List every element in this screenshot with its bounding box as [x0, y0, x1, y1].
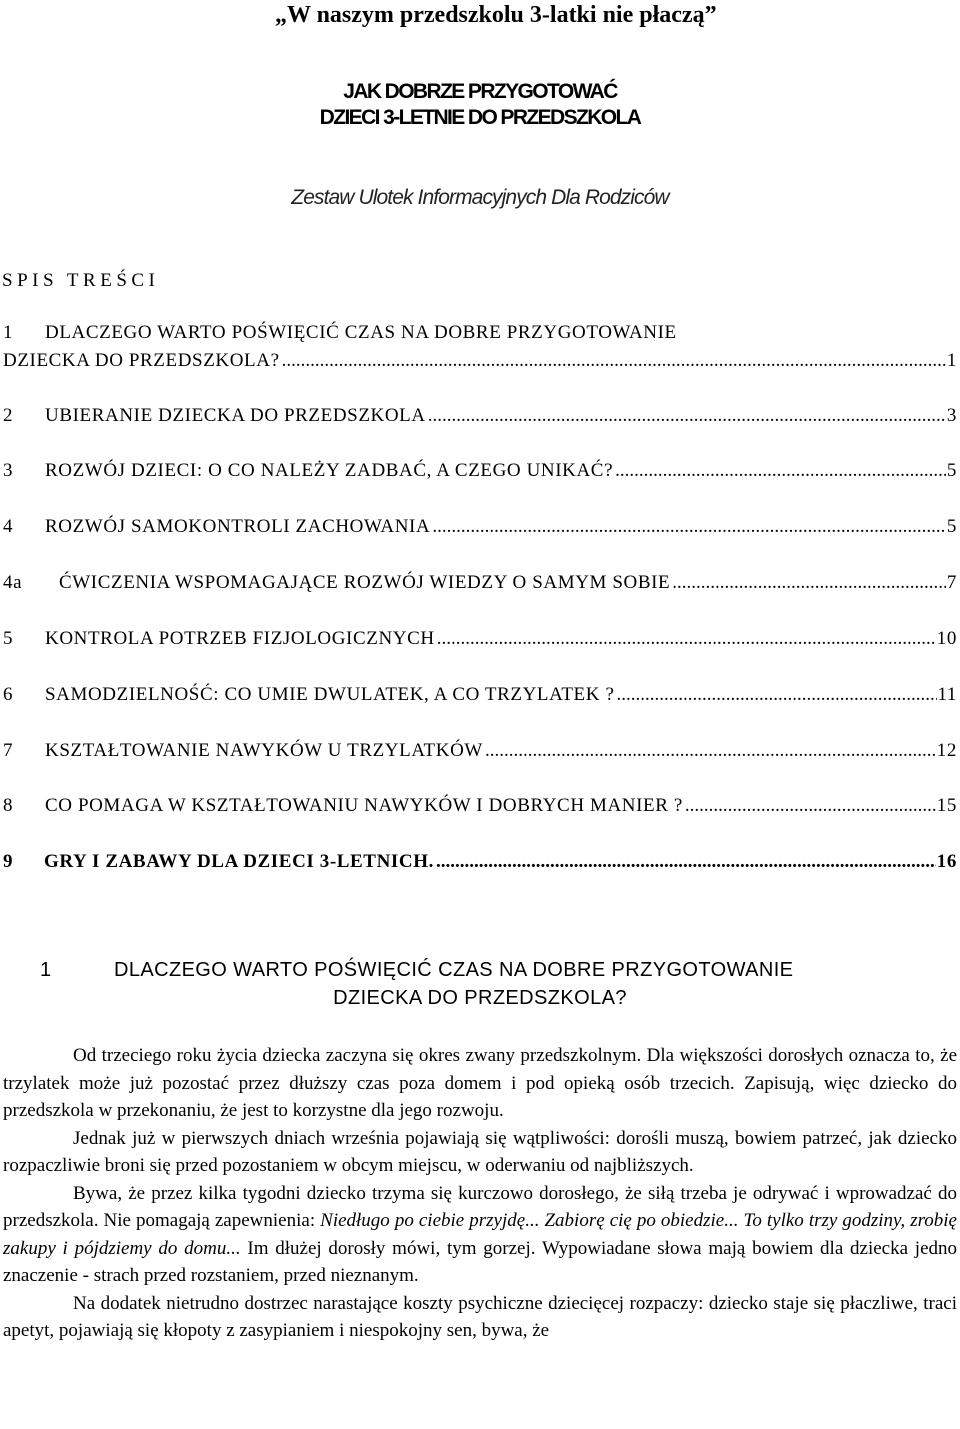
body-paragraph	[3, 1180, 957, 1290]
toc-page-number: 16	[936, 851, 957, 872]
body-text: Jednak już w pierwszych dniach września pojawiają się wątpliwości: dorośli muszą, bowiem patrzeć, jak dziecko rozpaczliwie broni się przed pozostaniem w obcym miejscu, w oderwaniu od najbliższych.	[3, 1127, 957, 1176]
toc-page-number: 10	[936, 628, 957, 649]
toc-entry-number: 9	[3, 851, 14, 872]
toc-entry-1-continued[interactable]	[3, 350, 957, 372]
section-title-line-2: DZIECKA DO PRZEDSZKOLA?	[333, 987, 627, 1009]
toc-entry-8[interactable]	[3, 795, 957, 817]
toc-entry-title: CO POMAGA W KSZTAŁTOWANIU NAWYKÓW I DOBRYCH MANIER ?	[45, 795, 683, 816]
toc-dot-leader	[683, 795, 936, 817]
toc-entry-title-line-1: DLACZEGO WARTO POŚWIĘCIĆ CZAS NA DOBRE PRZYGOTOWANIE	[45, 322, 677, 343]
toc-dot-leader	[613, 460, 946, 482]
toc-page-number: 1	[946, 350, 957, 371]
toc-entry-title-line-2: DZIECKA DO PRZEDSZKOLA?	[3, 350, 280, 371]
toc-page-number: 5	[946, 460, 957, 481]
toc-entry-7[interactable]	[3, 740, 957, 762]
document-title-line-1: JAK DOBRZE PRZYGOTOWAĆ	[343, 80, 617, 103]
toc-entry-number: 4	[3, 516, 14, 537]
toc-page-number: 11	[937, 684, 957, 705]
toc-entry-2[interactable]	[3, 405, 957, 427]
toc-entry-title: SAMODZIELNOŚĆ: CO UMIE DWULATEK, A CO TRZYLATEK ?	[45, 684, 615, 705]
toc-entry-5[interactable]	[3, 628, 957, 650]
toc-entry-title: ĆWICZENIA WSPOMAGAJĄCE ROZWÓJ WIEDZY O SAMYM SOBIE	[59, 572, 671, 593]
body-text: Im dłużej dorosły mówi, tym gorzej. Wypowiadane słowa mają bowiem dla dziecka jedno znaczenie - strach przed rozstaniem, przed nieznanym.	[3, 1237, 957, 1286]
toc-dot-leader	[280, 350, 946, 372]
document-motto: „W naszym przedszkolu 3-latki nie płaczą”	[275, 2, 717, 28]
toc-entry-number: 6	[3, 684, 14, 705]
section-number: 1	[40, 959, 52, 981]
toc-dot-leader	[434, 851, 936, 873]
toc-heading: SPIS TREŚCI	[2, 270, 160, 291]
toc-page-number: 5	[946, 516, 957, 537]
toc-entry-1[interactable]	[3, 322, 677, 344]
toc-dot-leader	[435, 628, 936, 650]
toc-dot-leader	[614, 684, 936, 706]
body-paragraph: Na dodatek nietrudno dostrzec narastające koszty psychiczne dziecięcej rozpaczy: dziecko staje się płaczliwe, traci apetyt, pojawiają się kłopoty z zasypianiem i niespokojny sen, bywa, że	[3, 1292, 957, 1341]
toc-entry-number: 4a	[3, 572, 23, 593]
toc-entry-number: 1	[3, 322, 14, 343]
toc-entry-3[interactable]	[3, 460, 957, 482]
toc-page-number: 7	[946, 572, 957, 593]
toc-entry-title: GRY I ZABAWY DLA DZIECI 3-LETNICH.	[44, 851, 434, 872]
toc-entry-number: 3	[3, 460, 14, 481]
toc-page-number: 15	[936, 795, 957, 816]
toc-dot-leader	[670, 572, 946, 594]
toc-entry-4a[interactable]	[3, 572, 957, 594]
toc-entry-number: 2	[3, 405, 14, 426]
toc-entry-6[interactable]	[3, 684, 957, 706]
body-paragraph: Od trzeciego roku życia dziecka zaczyna się okres zwany przedszkolnym. Dla większości dorosłych oznacza to, że trzylatek może już pozostać przez dłuższy czas poza domem i pod opieką osób trzecich. Zapisują, więc dziecko do przedszkola w przekonaniu, że jest to korzystne dla jego rozwoju.	[3, 1045, 957, 1121]
toc-entry-title: KONTROLA POTRZEB FIZJOLOGICZNYCH	[45, 628, 435, 649]
toc-dot-leader	[430, 516, 946, 538]
toc-entry-9[interactable]	[3, 851, 957, 873]
toc-entry-title: KSZTAŁTOWANIE NAWYKÓW U TRZYLATKÓW	[45, 740, 483, 761]
body-text: Bywa, że przez kilka tygodni dziecko trzyma się kurczowo dorosłego, że siłą trzeba je odrywać i wprowadzać do przedszkola. Nie pomagają zapewnienia:	[3, 1182, 957, 1231]
section-title-line-1: DLACZEGO WARTO POŚWIĘCIĆ CZAS NA DOBRE PRZYGOTOWANIE	[114, 959, 794, 981]
toc-page-number: 3	[946, 405, 957, 426]
toc-entry-title: ROZWÓJ DZIECI: O CO NALEŻY ZADBAĆ, A CZEGO UNIKAĆ?	[45, 460, 614, 481]
toc-dot-leader	[426, 405, 946, 427]
quoted-reassurances: Niedługo po ciebie przyjdę... Zabiorę cię po obiedzie... To tylko trzy godziny, zrobię zakupy i pójdziemy do domu...	[3, 1210, 957, 1259]
toc-page-number: 12	[936, 740, 957, 761]
toc-entry-title: ROZWÓJ SAMOKONTROLI ZACHOWANIA	[45, 516, 431, 537]
toc-entry-title: UBIERANIE DZIECKA DO PRZEDSZKOLA	[45, 405, 426, 426]
body-paragraph	[3, 1125, 957, 1180]
toc-entry-number: 5	[3, 628, 14, 649]
section-body	[3, 1042, 957, 1345]
toc-entry-number: 7	[3, 740, 14, 761]
toc-dot-leader	[483, 740, 936, 762]
toc-entry-number: 8	[3, 795, 14, 816]
document-subtitle: Zestaw Ulotek Informacyjnych Dla Rodziców	[291, 186, 669, 209]
toc-entry-4[interactable]	[3, 516, 957, 538]
document-title-line-2: DZIECI 3-LETNIE DO PRZEDSZKOLA	[319, 106, 641, 129]
